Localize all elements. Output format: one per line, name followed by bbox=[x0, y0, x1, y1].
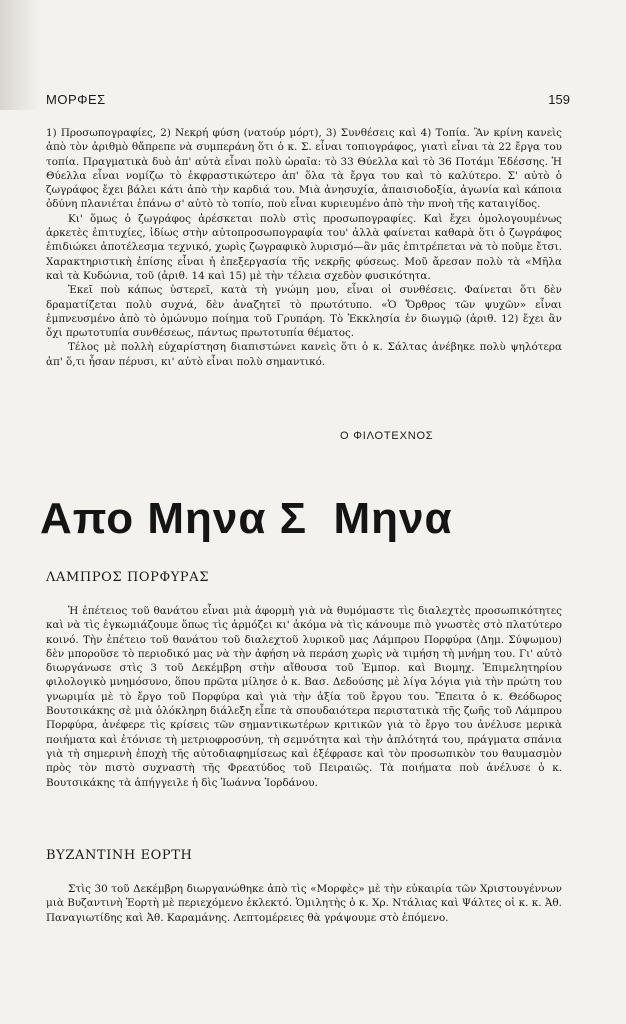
page-number: 159 bbox=[548, 92, 570, 107]
review-paragraph-1: 1) Προσωπογραφίες, 2) Νεκρή φύση (νατούρ μόρτ), 3) Συνθέσεις καὶ 4) Τοπία. Ἂν κρίνη κανεὶς ἀπὸ τὸν ἀριθμὸ θἄπρεπε νὰ συμπεράνη ὅτι ὁ κ. Σ. εἶναι τοπιογράφος, γιατὶ εἶναι τὰ 22 ἔργα του τοπία. Πραγματικὰ δυὸ ἀπ' αὐτὰ εἶναι πολὺ ὡραῖα: τὸ 33 Θύελλα καὶ τὸ 36 Ποτάμι Ἐδέσσης. Ἡ Θύελλα εἶναι νομίζω τὸ ἐκφραστικώτερο ἀπ' ὅλα τὰ ἔργα του καὶ τὸ καλύτερο. Σ' αὐτὸ ὁ ζωγράφος ἔχει βάλει κάτι ἀπὸ τὴν καρδιά του. Μιὰ ἀνησυχία, ἀπαισιοδοξία, ἀγωνία καὶ κάποια ὀδύνη πλανιέται ἐπάνω σ' αὐτὸ τὸ τοπίο, ποὺ εἶναι κυριευμένο ἀπὸ τὴν πνοὴ τῆς καταιγίδος. bbox=[46, 127, 562, 211]
review-signature: Ο ΦΙΛΟΤΕΧΝΟΣ bbox=[340, 430, 434, 442]
page-edge-shadow bbox=[0, 0, 40, 110]
page-header bbox=[46, 92, 570, 112]
article-body-byzantine bbox=[46, 882, 562, 925]
article-body-porfyras bbox=[46, 604, 562, 790]
article-title-byzantine: ΒΥΖΑΝΤΙΝΗ ΕΟΡΤΗ bbox=[46, 848, 193, 863]
article-paragraph: Στὶς 30 τοῦ Δεκέμβρη διωργανώθηκε ἀπὸ τὶς «Μορφὲς» μὲ τὴν εὐκαιρία τῶν Χριστουγέννων μιὰ Βυζαντινὴ Ἑορτὴ μὲ περιεχόμενο ἐκλεκτό. Ὁμιλητὴς ὁ κ. Χρ. Ντάλιας καὶ Ψάλτες οἱ κ. κ. Ἀθ. Παναγιωτίδης καὶ Ἀθ. Καραμάνης. Λεπτομέρειες θὰ γράψουμε στὸ ἑπόμενο. bbox=[46, 883, 562, 924]
journal-name: ΜΟΡΦΕΣ bbox=[46, 92, 106, 107]
article-title-porfyras: ΛΑΜΠΡΟΣ ΠΟΡΦΥΡΑΣ bbox=[46, 570, 210, 585]
review-paragraph-2: Κι' ὅμως ὁ ζωγράφος ἀρέσκεται πολὺ στὶς προσωπογραφίες. Καὶ ἔχει ὁμολογουμένως ἀρκετὲς ἐπιτυχίες, ἰδίως στὴν αὐτοπροσωπογραφία του' ἀλλὰ φαίνεται καθαρὰ ὅτι ὁ ζωγράφος ἐπιδιώκει ἀποτέλεσμα τεχνικό, χωρὶς ζωγραφικὸ λυρισμό—ἂν μᾶς ἐπιτρέπεται νὰ τὸ ποῦμε ἔτσι. Χαρακτηριστικὴ ἐπίσης εἶναι ἡ ἐπεξεργασία τῆς νεκρῆς φύσεως. Μοῦ ἄρεσαν πολὺ τὰ «Μῆλα καὶ τὰ Κυδώνια, τοῦ (ἀριθ. 14 καὶ 15) μὲ τὴν τέλεια σχεδὸν φυσικότητα. bbox=[46, 212, 562, 282]
review-paragraph-3: Ἐκεῖ ποὺ κάπως ὑστερεῖ, κατὰ τὴ γνώμη μου, εἶναι οἱ συνθέσεις. Φαίνεται ὅτι δὲν δραματίζεται πολὺ συχνά, δὲν ἀναζητεῖ τὸ πρωτότυπο. «Ὁ Ὄρθρος τῶν ψυχῶν» εἶναι ἐμπνευσμένο ἀπὸ τὸ ὁμώνυμο ποίημα τοῦ Γρυπάρη. Τὸ Ἐκκλησία ἐν διωγμῷ (ἀριθ. 12) ἔχει ἂν ὄχι πρωτοτυπία συνθέσεως, πάντως πρωτοτυπία θέματος. bbox=[46, 284, 562, 340]
review-text bbox=[46, 126, 562, 369]
section-heading: Απο Μηνα Σ Μηνα bbox=[40, 494, 453, 543]
article-paragraph: Ἡ ἐπέτειος τοῦ θανάτου εἶναι μιὰ ἀφορμὴ γιὰ νὰ θυμόμαστε τὶς διαλεχτὲς προσωπικότητες καὶ νὰ τὶς ἐγκωμιάζουμε ὅπως τὶς ἁρμόζει κι' ἀκόμα νὰ τὶς κάνουμε πιὸ γνωστὲς στὸ πλατύτερο κοινό. Τὴν ἐπέτειο τοῦ θανάτου τοῦ διαλεχτοῦ λυρικοῦ μας Λάμπρου Πορφύρα (Δημ. Σύψωμου) δὲν μποροῦσε τὸ περιοδικό μας νὰ τὴν ἀφήση νὰ περάση χωρὶς νὰ τιμήση τὴ μνήμη του. Γι' αὐτὸ διωργάνωσε στὶς 3 τοῦ Δεκέμβρη στὴν αἴθουσα τοῦ Ἐμπορ. καὶ Βιομηχ. Ἐπιμελητηρίου φιλολογικὸ μνημόσυνο, ὅπου πρῶτα μίλησε ὁ κ. Βασ. Δεδούσης μὲ λίγα λόγια γιὰ τὴν πρώτη του γνωριμία μὲ τὸ ἔργο τοῦ Πορφύρα καὶ γιὰ τὴν ἀξία τοῦ ἔργου του. Ἔπειτα ὁ κ. Θεόδωρος Βουτσικάκης σὲ μιὰ ὁλόκληρη διάλεξη εἶπε τὰ σπουδαιότερα περιστατικὰ τῆς ζωῆς τοῦ Λάμπρου Πορφύρα, ἀνέφερε τὶς κρίσεις τῶν σημαντικωτέρων κριτικῶν γιὰ τὸ ἔργο του ἀνέλυσε μερικὰ ποιήματα καὶ ἐτόνισε τὴ μετριοφροσύνη, τὴ σεμνότητα καὶ τὴν ἁπλότητά του, πράγματα σπάνια γιὰ τὴ σημερινὴ ἐποχὴ τῆς αὐτοδιαφημίσεως καὶ ἐξέφρασε καὶ τὸν προσωπικὸν του θαυμασμὸν πρὸς τὸν πιστὸ συχναστὴ τῆς Φρεατύδος τοῦ Πειραιῶς. Τὰ ποιήματα ποὺ ἀνέλυσε ὁ κ. Βουτσικάκης τὰ ἀπήγγειλε ἡ δὶς Ἰωάννα Ἰορδάνου. bbox=[46, 605, 562, 789]
review-paragraph-4: Τέλος μὲ πολλὴ εὐχαρίστηση διαπιστώνει κανεὶς ὅτι ὁ κ. Σάλτας ἀνέβηκε πολὺ ψηλότερα ἀπ' ὅ,τι ἦσαν πέρυσι, κι' αὐτὸ εἶναι πολὺ σημαντικό. bbox=[46, 341, 562, 368]
